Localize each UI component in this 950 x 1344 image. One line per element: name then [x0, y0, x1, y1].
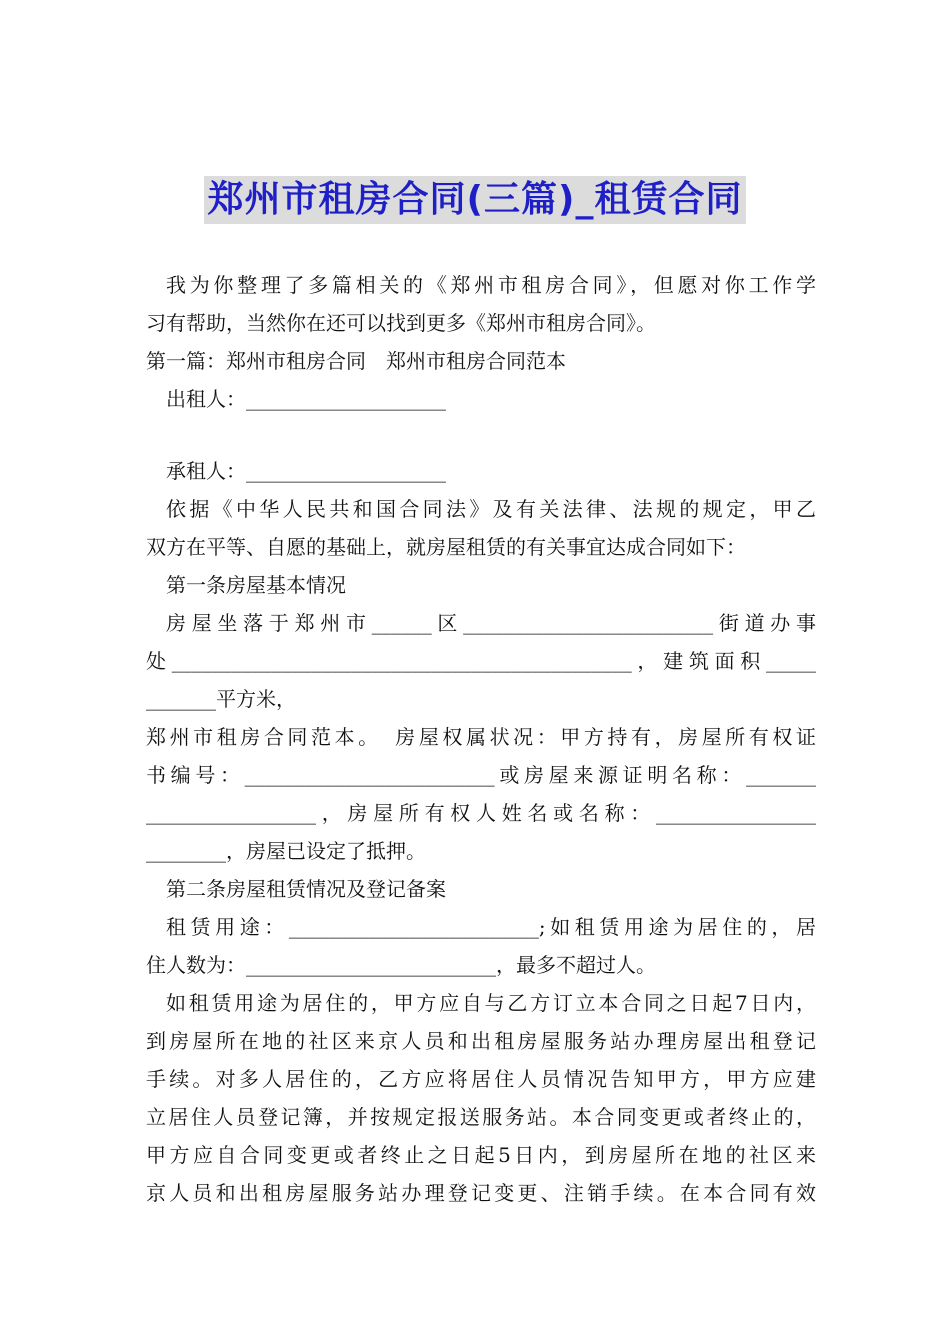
section-heading-first: 第一篇：郑州市租房合同 郑州市租房合同范本 — [146, 349, 566, 373]
lessee-field: 承租人：____________________ — [166, 459, 446, 483]
document-title: 郑州市租房合同(三篇)_租赁合同 — [204, 176, 747, 224]
intro-line-1: 我为你整理了多篇相关的《郑州市租房合同》，但愿对你工作学 — [166, 273, 816, 297]
registration-line-6: 京人员和出租房屋服务站办理登记变更、注销手续。在本合同有效 — [146, 1181, 816, 1205]
location-line-2: 处______________________________________________，建筑面积_____ — [146, 649, 816, 673]
intro-line-2: 习有帮助，当然你在还可以找到更多《郑州市租房合同》。 — [146, 311, 656, 335]
ownership-line-2: 书编号：_________________________或房屋来源证明名称：_______ — [146, 763, 816, 787]
document-title-wrap — [0, 176, 950, 230]
location-line-3: _______平方米， — [146, 687, 296, 711]
location-line-1: 房屋坐落于郑州市______区_________________________街道办事 — [166, 611, 816, 635]
registration-line-4: 立居住人员登记簿，并按规定报送服务站。本合同变更或者终止的， — [146, 1105, 816, 1129]
blank-gap — [146, 418, 816, 452]
document-body — [146, 266, 816, 1212]
article-1-heading: 第一条房屋基本情况 — [166, 573, 346, 597]
registration-line-2: 到房屋所在地的社区来京人员和出租房屋服务站办理房屋出租登记 — [146, 1029, 816, 1053]
registration-line-5: 甲方应自合同变更或者终止之日起5日内，到房屋所在地的社区来 — [146, 1143, 816, 1167]
article-2-heading: 第二条房屋租赁情况及登记备案 — [166, 877, 446, 901]
usage-line-2: 住人数为：_________________________，最多不超过人。 — [146, 953, 656, 977]
basis-line-2: 双方在平等、自愿的基础上，就房屋租赁的有关事宜达成合同如下： — [146, 535, 746, 559]
basis-line-1: 依据《中华人民共和国合同法》及有关法律、法规的规定，甲乙 — [166, 497, 816, 521]
ownership-line-4: ________，房屋已设定了抵押。 — [146, 839, 426, 863]
usage-line-1: 租赁用途：_________________________;如租赁用途为居住的，居 — [166, 915, 816, 939]
ownership-line-3: _________________，房屋所有权人姓名或名称：________________ — [146, 801, 816, 825]
registration-line-1: 如租赁用途为居住的，甲方应自与乙方订立本合同之日起7日内， — [166, 991, 816, 1015]
ownership-line-1: 郑州市租房合同范本。 房屋权属状况：甲方持有，房屋所有权证 — [146, 725, 816, 749]
lessor-field: 出租人：____________________ — [166, 387, 446, 411]
registration-line-3: 手续。对多人居住的，乙方应将居住人员情况告知甲方，甲方应建 — [146, 1067, 816, 1091]
